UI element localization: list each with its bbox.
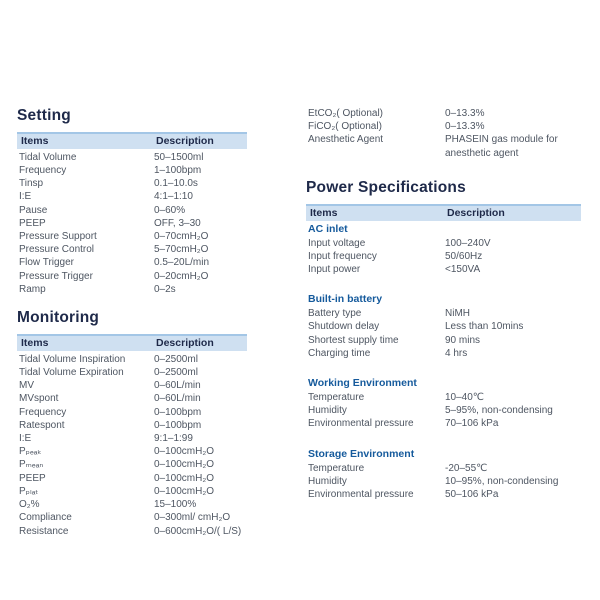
table-row	[17, 256, 247, 269]
row-item-label: Resistance	[19, 525, 69, 537]
row-description-value: 0.1–10.0s	[154, 178, 198, 190]
table-row	[306, 488, 581, 501]
row-item-label: Humidity	[308, 475, 347, 487]
table-row	[17, 419, 247, 432]
working-environment-group-rows	[306, 391, 581, 431]
left-column	[17, 107, 247, 538]
built-in-battery-group-title: Built-in battery	[308, 293, 383, 306]
table-row	[306, 250, 581, 263]
ac-inlet-group	[306, 223, 581, 277]
monitoring-section	[17, 309, 247, 538]
row-description-value: 0.5–20L/min	[154, 257, 210, 269]
row-description-value: 0–100cmH₂O	[154, 485, 215, 497]
setting-table-header	[17, 132, 247, 149]
row-item-label: Humidity	[308, 405, 347, 417]
table-row	[17, 177, 247, 190]
row-description-value: 9:1–1:99	[154, 433, 193, 445]
row-item-label: Pₚₑₐₖ	[19, 446, 42, 458]
row-item-label: Shortest supply time	[308, 334, 399, 346]
row-item-label: Pressure Control	[19, 244, 95, 256]
setting-section	[17, 107, 247, 296]
row-description-value: 0–2500ml	[154, 353, 198, 365]
row-item-label: O₂%	[19, 499, 40, 511]
row-description-value: 1–100bpm	[154, 165, 202, 177]
power-items-column-header: Items	[310, 206, 338, 219]
table-row	[17, 485, 247, 498]
row-description-value: 0–60%	[154, 204, 186, 216]
row-item-label: Input frequency	[308, 250, 377, 262]
row-item-label: Pₚₗₐₜ	[19, 485, 39, 497]
row-description-value: 0–600cmH₂O/( L/S)	[154, 525, 242, 537]
row-description-value: Less than 10mins	[445, 321, 524, 333]
row-item-label: Shutdown delay	[308, 321, 380, 333]
monitoring-section-title: Monitoring	[17, 309, 100, 327]
table-row	[306, 404, 581, 417]
row-item-label: I:E	[19, 191, 32, 203]
row-description-value: 0–100cmH₂O	[154, 472, 215, 484]
row-item-label: EtCO₂( Optional)	[308, 108, 384, 119]
row-description-value: 100–240V	[445, 237, 491, 249]
row-item-label: FiCO₂( Optional)	[308, 121, 382, 133]
table-row	[306, 307, 581, 320]
row-description-value: 0–20cmH₂O	[154, 270, 209, 282]
row-item-label: Tidal Volume Inspiration	[19, 353, 126, 365]
table-row	[17, 379, 247, 392]
monitoring-table-body	[17, 353, 247, 538]
storage-environment-group-title: Storage Environment	[308, 447, 415, 460]
row-description-value: 0–100bpm	[154, 419, 202, 431]
row-description-value: 0–100cmH₂O	[154, 446, 215, 458]
table-row	[17, 498, 247, 511]
row-description-value: -20–55℃	[445, 462, 488, 474]
row-item-label: Environmental pressure	[308, 418, 414, 430]
setting-table-body	[17, 151, 247, 296]
row-description-value: 50–1500ml	[154, 151, 204, 163]
row-item-label: Temperature	[308, 462, 365, 474]
power-specifications-section	[306, 179, 581, 501]
table-row	[17, 392, 247, 405]
setting-items-column-header: Items	[21, 134, 49, 147]
ac-inlet-group-rows	[306, 237, 581, 277]
gas-monitoring-overflow-rows	[306, 107, 581, 160]
row-description-value: 50–106 kPa	[445, 489, 499, 501]
row-item-label: Pₘₑₐₙ	[19, 459, 44, 471]
row-item-label: Tidal Volume Expiration	[19, 367, 124, 379]
storage-environment-group-rows	[306, 462, 581, 502]
row-item-label: Pause	[19, 204, 48, 216]
row-description-value: 0–60L/min	[154, 380, 201, 392]
monitoring-table-header	[17, 334, 247, 351]
row-item-label: Pressure Support	[19, 231, 97, 243]
table-row	[17, 432, 247, 445]
row-item-label: MV	[19, 380, 34, 392]
row-description-value: 0–2500ml	[154, 367, 198, 379]
right-column	[306, 107, 581, 501]
row-description-value: 0–70cmH₂O	[154, 231, 209, 243]
row-item-label: Pressure Trigger	[19, 270, 93, 282]
row-description-value: 0–100bpm	[154, 406, 202, 418]
table-row	[17, 445, 247, 458]
power-section-title: Power Specifications	[306, 178, 466, 196]
table-row	[306, 120, 581, 133]
table-row	[17, 511, 247, 524]
row-item-label: Tinsp	[19, 178, 44, 190]
table-row	[17, 217, 247, 230]
table-row	[17, 243, 247, 256]
table-row	[17, 283, 247, 296]
table-row	[306, 417, 581, 430]
row-item-label: Ratespont	[19, 419, 65, 431]
table-row	[17, 230, 247, 243]
table-row	[306, 334, 581, 347]
row-item-label: Compliance	[19, 512, 72, 524]
working-environment-group-title: Working Environment	[308, 377, 417, 390]
table-row	[17, 406, 247, 419]
table-row	[306, 462, 581, 475]
power-description-column-header: Description	[447, 206, 505, 219]
table-row	[306, 263, 581, 276]
row-item-label: Frequency	[19, 165, 67, 177]
power-table-header	[306, 204, 581, 221]
row-item-label: Anesthetic Agent	[308, 134, 384, 146]
row-item-label: Environmental pressure	[308, 489, 414, 501]
row-description-value: 4:1–1:10	[154, 191, 193, 203]
row-description-value: 0–100cmH₂O	[154, 459, 215, 471]
row-description-value: 0–300ml/ cmH₂O	[154, 512, 231, 524]
row-item-label: Charging time	[308, 347, 371, 359]
table-row	[306, 475, 581, 488]
monitoring-items-column-header: Items	[21, 336, 49, 349]
row-description-value: 90 mins	[445, 334, 481, 346]
row-description-value: 10–95%, non-condensing	[445, 475, 559, 487]
table-row	[306, 347, 581, 360]
table-row	[17, 472, 247, 485]
gas-monitoring-table-body	[306, 107, 581, 160]
row-description-value: 5–70cmH₂O	[154, 244, 209, 256]
row-description-value: OFF, 3–30	[154, 217, 201, 229]
table-row	[306, 320, 581, 333]
row-description-value: 10–40℃	[445, 392, 485, 404]
row-description-value: <150VA	[445, 264, 481, 276]
row-description-value: 70–106 kPa	[445, 418, 499, 430]
row-description-value: 15–100%	[154, 499, 197, 511]
built-in-battery-group	[306, 293, 581, 360]
row-item-label: I:E	[19, 433, 32, 445]
row-description-value: 0–2s	[154, 283, 176, 295]
ac-inlet-group-title: AC inlet	[308, 222, 348, 235]
storage-environment-group	[306, 448, 581, 502]
row-item-label: Battery type	[308, 308, 362, 320]
row-description-value: 0–13.3%	[445, 121, 485, 133]
setting-description-column-header: Description	[156, 134, 214, 147]
table-row	[17, 190, 247, 203]
row-item-label: MVspont	[19, 393, 59, 405]
table-row	[17, 525, 247, 538]
table-row	[17, 270, 247, 283]
row-item-label: Temperature	[308, 392, 365, 404]
row-description-value: 4 hrs	[445, 347, 468, 359]
row-item-label: PEEP	[19, 217, 46, 229]
row-description-value: 0–60L/min	[154, 393, 201, 405]
built-in-battery-group-rows	[306, 307, 581, 360]
table-row	[306, 133, 581, 159]
row-item-label: Ramp	[19, 283, 46, 295]
table-row	[306, 237, 581, 250]
table-row	[17, 164, 247, 177]
setting-section-title: Setting	[17, 107, 71, 124]
row-description-value: 5–95%, non-condensing	[445, 405, 553, 417]
row-description-value: PHASEIN gas module for anesthetic agent	[445, 134, 558, 159]
monitoring-description-column-header: Description	[156, 336, 214, 349]
table-row	[17, 204, 247, 217]
row-item-label: PEEP	[19, 472, 46, 484]
table-row	[17, 151, 247, 164]
row-description-value: NiMH	[445, 308, 470, 320]
table-row	[306, 391, 581, 404]
row-item-label: Flow Trigger	[19, 257, 75, 269]
row-item-label: Tidal Volume	[19, 151, 77, 163]
table-row	[17, 353, 247, 366]
row-description-value: 50/60Hz	[445, 250, 483, 262]
row-item-label: Input voltage	[308, 237, 366, 249]
table-row	[17, 458, 247, 471]
row-item-label: Frequency	[19, 406, 67, 418]
working-environment-group	[306, 377, 581, 431]
table-row	[306, 107, 581, 120]
row-item-label: Input power	[308, 264, 361, 276]
row-description-value: 0–13.3%	[445, 108, 485, 119]
table-row	[17, 366, 247, 379]
